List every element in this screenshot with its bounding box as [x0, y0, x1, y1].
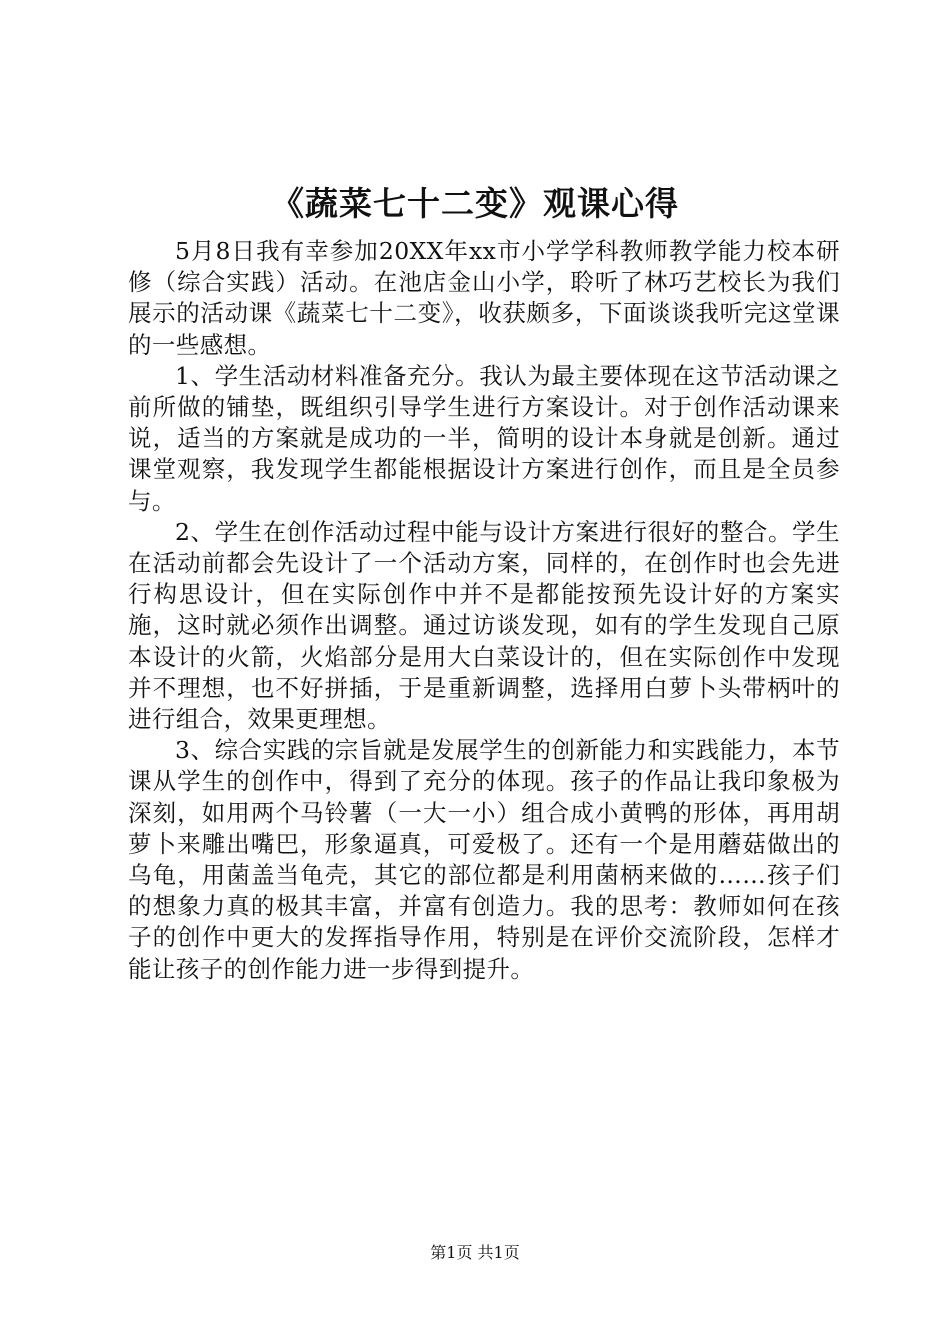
document-title: 《蔬菜七十二变》观课心得: [271, 184, 679, 223]
paragraph-point-1: 1、学生活动材料准备充分。我认为最主要体现在这节活动课之前所做的铺垫，既组织引导学生进行方案设计。对于创作活动课来说，适当的方案就是成功的一半，简明的设计本身就是创新。通过课堂观察，我发现学生都能根据设计方案进行创作，而且是全员参与。: [128, 361, 840, 515]
page-footer: 第1页 共1页: [430, 1243, 520, 1262]
document-body: [128, 236, 840, 985]
paragraph-intro: 5月8日我有幸参加20XX年xx市小学学科教师教学能力校本研修（综合实践）活动。在池店金山小学，聆听了林巧艺校长为我们展示的活动课《蔬菜七十二变》，收获颇多，下面谈谈我听完这堂课的一些感想。: [128, 237, 840, 359]
paragraph-point-3: 3、综合实践的宗旨就是发展学生的创新能力和实践能力，本节课从学生的创作中，得到了充分的体现。孩子的作品让我印象极为深刻，如用两个马铃薯（一大一小）组合成小黄鸭的形体，再用胡萝卜来雕出嘴巴，形象逼真，可爱极了。还有一个是用蘑菇做出的乌龟，用菌盖当龟壳，其它的部位都是利用菌柄来做的……孩子们的想象力真的极其丰富，并富有创造力。我的思考：教师如何在孩子的创作中更大的发挥指导作用，特别是在评价交流阶段，怎样才能让孩子的创作能力进一步得到提升。: [128, 736, 840, 983]
paragraph-point-2: 2、学生在创作活动过程中能与设计方案进行很好的整合。学生在活动前都会先设计了一个活动方案，同样的，在创作时也会先进行构思设计，但在实际创作中并不是都能按预先设计好的方案实施，这时就必须作出调整。通过访谈发现，如有的学生发现自己原本设计的火箭，火焰部分是用大白菜设计的，但在实际创作中发现并不理想，也不好拼插，于是重新调整，选择用白萝卜头带柄叶的进行组合，效果更理想。: [128, 517, 840, 734]
